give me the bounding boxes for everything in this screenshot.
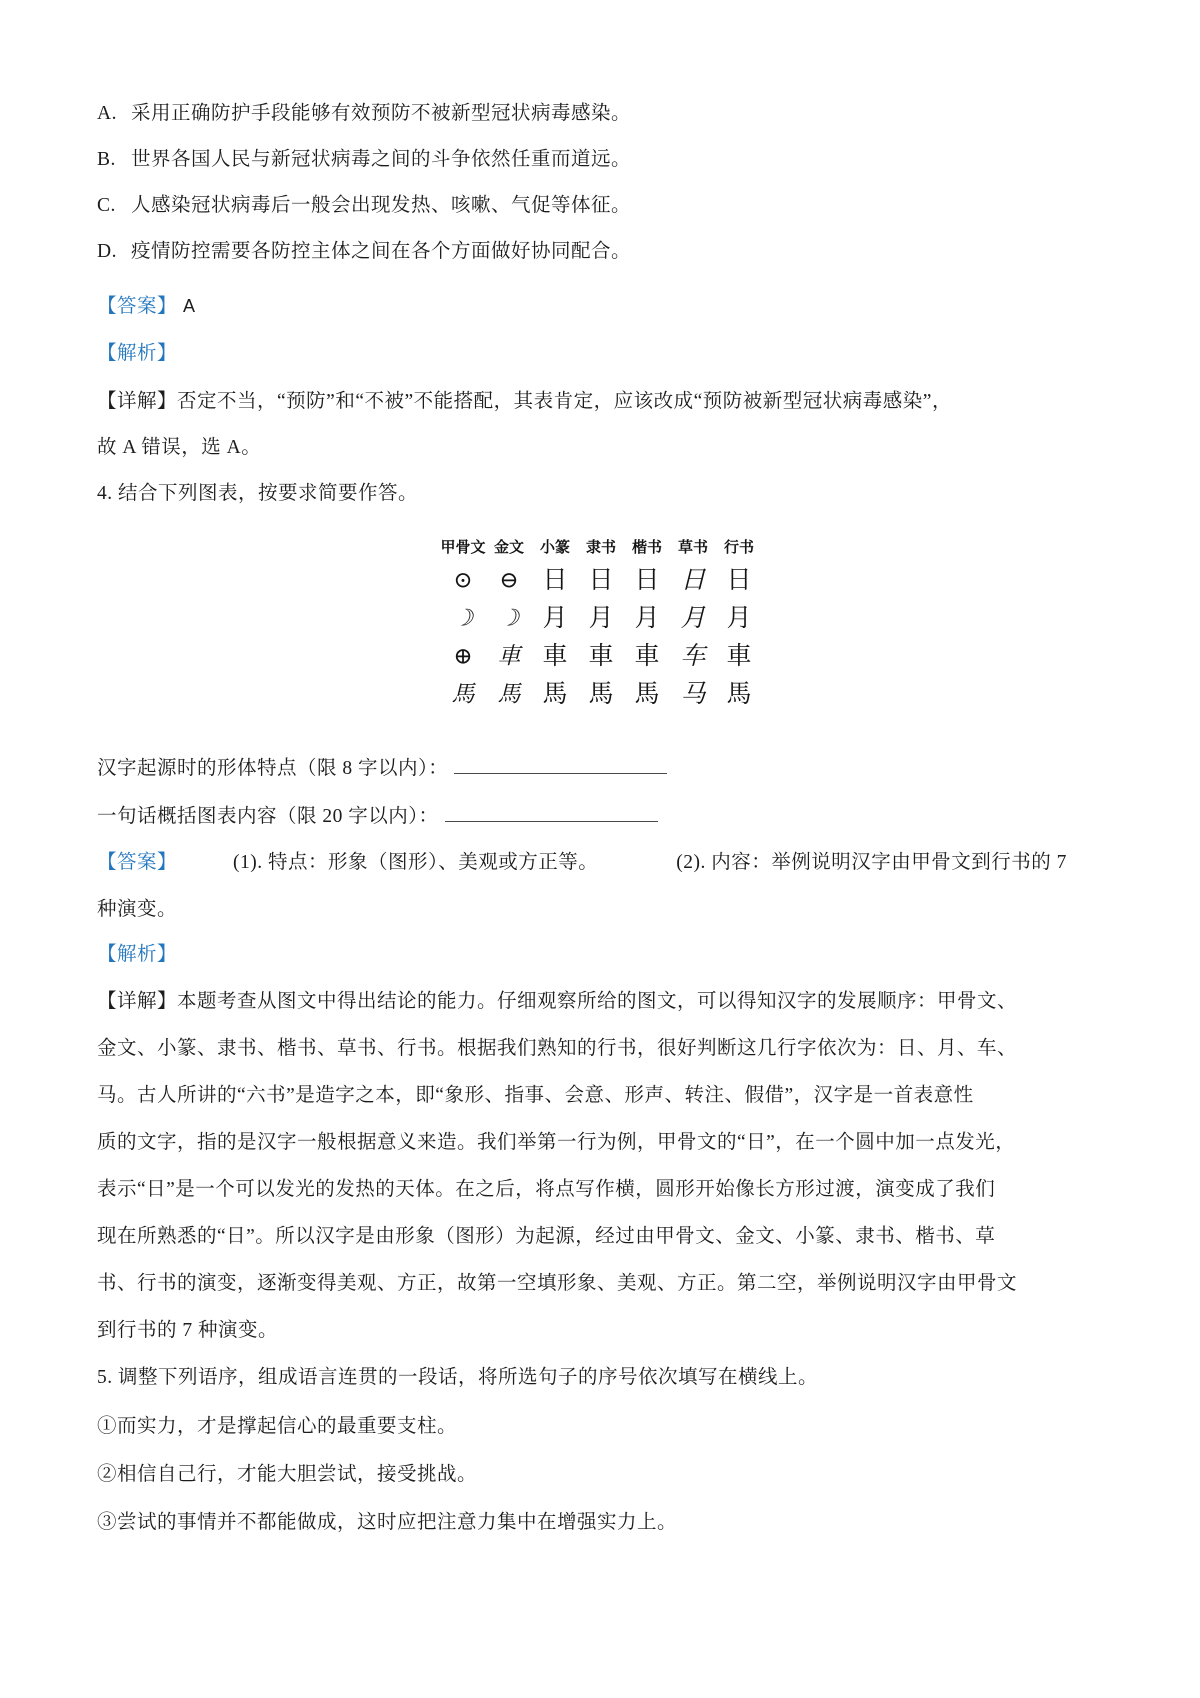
glyph-moon-clerical: 月	[588, 605, 614, 632]
option-a	[97, 100, 1109, 127]
option-c-text: 人感染冠状病毒后一般会出现发热、咳嗽、气促等体征。	[131, 195, 632, 216]
glyph-moon-cursive: 月	[680, 605, 706, 632]
glyph-cart-seal: 車	[542, 643, 568, 670]
glyph-sun-clerical: 日	[588, 567, 614, 594]
glyph-cart-bronze: 車	[497, 644, 521, 669]
glyph-sun-oracle: ⊙	[453, 568, 473, 593]
glyph-moon-bronze: ☽	[498, 606, 520, 631]
glyph-sun-bronze: ⊖	[499, 568, 519, 593]
option-c-label: C.	[97, 195, 116, 216]
glyph-moon-running: 月	[726, 605, 752, 632]
glyph-horse-seal: 馬	[542, 681, 568, 708]
q3-detail-line-1	[97, 388, 1109, 415]
q4-answer-line-1	[97, 849, 1109, 876]
glyph-horse-clerical: 馬	[588, 681, 614, 708]
glyph-sun-cursive: 日	[680, 567, 706, 594]
q4-detail-line-2: 金文、小篆、隶书、楷书、草书、行书。根据我们熟知的行书，很好判断这几行字依次为：日、月、车、	[97, 1038, 1018, 1059]
q4-detail-line-7: 书、行书的演变，逐渐变得美观、方正，故第一空填形象、美观、方正。第二空，举例说明汉字由甲骨文	[97, 1273, 1018, 1294]
glyph-horse-running: 馬	[726, 681, 752, 708]
option-a-label: A.	[97, 103, 117, 124]
script-evolution-figure	[440, 536, 762, 714]
q4-analysis-line	[97, 941, 1109, 968]
analysis-tag: 【解析】	[97, 343, 178, 364]
script-header-xingshu: 行书	[723, 540, 754, 556]
q4-blank1-underline	[454, 755, 667, 774]
glyph-horse-cursive: 马	[680, 681, 706, 708]
script-header-caoshu: 草书	[677, 540, 708, 556]
q4-blank2-label: 一句话概括图表内容（限 20 字以内）：	[97, 806, 439, 827]
script-header-lishu: 隶书	[585, 540, 616, 556]
script-header-jinwen: 金文	[493, 540, 524, 556]
q4-answer-line-2	[97, 896, 1109, 923]
q4-detail-line-1	[97, 988, 1109, 1015]
q4-detail-line-8: 到行书的 7 种演变。	[97, 1320, 279, 1341]
analysis-tag: 【解析】	[97, 944, 178, 965]
option-c	[97, 192, 1109, 219]
q4-detail-line-5: 表示“日”是一个可以发光的发热的天体。在之后，将点写作横，圆形开始像长方形过渡，演变成了我们	[97, 1179, 996, 1200]
option-b-text: 世界各国人民与新冠状病毒之间的斗争依然任重而道远。	[131, 149, 632, 170]
glyph-cart-running: 車	[726, 643, 752, 670]
q4-blank-line-2	[97, 803, 1109, 830]
glyph-cart-clerical: 車	[588, 643, 614, 670]
glyph-sun-seal: 日	[542, 567, 568, 594]
glyph-sun-running: 日	[726, 567, 752, 594]
q4-blank-line-1	[97, 755, 1109, 782]
question4-stem: 4. 结合下列图表，按要求简要作答。	[97, 483, 419, 504]
q4-blank2-underline	[445, 803, 658, 822]
script-header-xiaozhuan: 小篆	[539, 540, 570, 556]
q4-detail-line-3: 马。古人所讲的“六书”是造字之本，即“象形、指事、会意、形声、转注、假借”，汉字是一首表意性	[97, 1085, 974, 1106]
glyph-moon-regular: 月	[634, 605, 660, 632]
glyph-cart-cursive: 车	[680, 643, 706, 670]
q4-detail-text-1: 本题考查从图文中得出结论的能力。仔细观察所给的图文，可以得知汉字的发展顺序：甲骨文、	[177, 991, 1018, 1012]
q4-blank1-label: 汉字起源时的形体特点（限 8 字以内）：	[97, 758, 449, 779]
q4-detail-line-6: 现在所熟悉的“日”。所以汉字是由形象（图形）为起源，经过由甲骨文、金文、小篆、隶书、楷书、草	[97, 1226, 996, 1247]
option-b	[97, 146, 1109, 173]
q5-item-2: ②相信自己行，才能大胆尝试，接受挑战。	[97, 1464, 478, 1485]
detail-tag: 【详解】	[97, 391, 178, 412]
detail-tag: 【详解】	[97, 991, 178, 1012]
q4-detail-line-4: 质的文字，指的是汉字一般根据意义来造。我们举第一行为例，甲骨文的“日”，在一个圆中加一点发光，	[97, 1132, 1016, 1153]
q3-analysis-line	[97, 340, 1109, 367]
glyph-horse-oracle: 馬	[451, 682, 475, 707]
glyph-horse-regular: 馬	[634, 681, 660, 708]
option-b-label: B.	[97, 149, 116, 170]
glyph-moon-seal: 月	[542, 605, 568, 632]
glyph-cart-oracle: ⊕	[453, 644, 473, 669]
q5-item-1: ①而实力，才是撑起信心的最重要支柱。	[97, 1416, 458, 1437]
glyph-sun-regular: 日	[634, 567, 660, 594]
q3-answer-value: A	[183, 296, 196, 316]
question5-stem: 5. 调整下列语序，组成语言连贯的一段话，将所选句子的序号依次填写在横线上。	[97, 1367, 819, 1388]
glyph-cart-regular: 車	[634, 643, 660, 670]
answer-tag: 【答案】	[97, 852, 178, 873]
q5-item-3: ③尝试的事情并不都能做成，这时应把注意力集中在增强实力上。	[97, 1512, 678, 1533]
q3-detail-text-1: 否定不当，“预防”和“不被”不能搭配，其表肯定，应该改成“预防被新型冠状病毒感染”，	[177, 391, 952, 412]
option-a-text: 采用正确防护手段能够有效预防不被新型冠状病毒感染。	[131, 103, 632, 124]
q3-detail-line-2	[97, 434, 1109, 461]
glyph-moon-oracle: ☽	[452, 606, 474, 631]
answer-tag: 【答案】	[97, 296, 178, 317]
script-header-kaishu: 楷书	[631, 540, 662, 556]
glyph-horse-bronze: 馬	[497, 682, 521, 707]
option-d-text: 疫情防控需要各防控主体之间在各个方面做好协同配合。	[131, 241, 632, 262]
q3-answer-line	[97, 293, 1109, 320]
q4-answer-wrap: 种演变。	[97, 899, 178, 920]
q3-detail-text-2: 故 A 错误，选 A。	[97, 437, 262, 458]
q4-answer-part1: (1). 特点：形象（图形）、美观或方正等。	[233, 852, 599, 873]
q4-answer-part2: (2). 内容：举例说明汉字由甲骨文到行书的 7	[676, 852, 1067, 873]
script-header-jiaguwen: 甲骨文	[440, 540, 486, 556]
option-d	[97, 238, 1109, 265]
option-d-label: D.	[97, 241, 117, 262]
